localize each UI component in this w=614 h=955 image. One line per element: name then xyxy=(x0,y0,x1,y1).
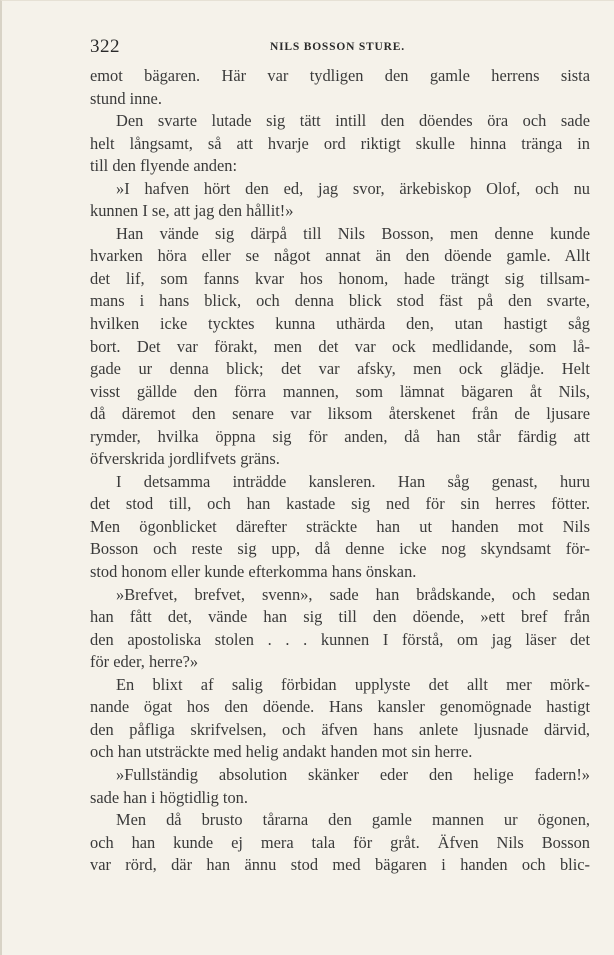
text-line: stund inne. xyxy=(90,88,162,108)
text-line: emot bägaren. Här var tydligen den gamle herrens sista xyxy=(90,66,590,85)
text-line: Bosson och reste sig upp, då denne icke nog skyndsamt för- xyxy=(90,539,590,559)
text-line: visst gällde den förra mannen, som lämnat bägaren åt Nils, xyxy=(90,381,590,401)
text-line: han fått det, vände han sig till den döende, »ett bref från xyxy=(90,607,590,627)
text-line: öfverskrida jordlifvets gräns. xyxy=(90,449,280,469)
text-line: gade ur denna blick; det var afsky, men ock glädje. Helt xyxy=(90,359,590,379)
text-line: I detsamma inträdde kansleren. Han såg genast, huru xyxy=(116,471,590,491)
text-line: den apostoliska stolen . . . kunnen I förstå, om jag läser det xyxy=(90,629,590,649)
text-line: för eder, herre?» xyxy=(90,652,199,672)
text-line: hvilken icke tycktes kunna uthärda den, utan hastigt såg xyxy=(90,314,590,334)
text-line: kunnen I se, att jag den hållit!» xyxy=(90,201,294,221)
running-head: NILS BOSSON STURE. xyxy=(270,41,405,53)
text-line: den påfliga skrifvelsen, och äfven hans anlete ljusnade därvid, xyxy=(90,719,590,739)
page-number: 322 xyxy=(90,36,120,57)
text-line: och han utsträckte med helig andakt handen mot sin herre. xyxy=(90,742,473,762)
text-line: bort. Det var förakt, men det var ock medlidande, som lå- xyxy=(90,336,590,356)
text-line: hvarken höra eller se något annat än den döende gamle. Allt xyxy=(90,246,590,266)
text-line: rymder, hvilka öppna sig för anden, då han står färdig att xyxy=(90,426,590,446)
text-line: Men ögonblicket därefter sträckte han ut handen mot Nils xyxy=(90,516,590,536)
text-line: mans i hans blick, och denna blick stod fäst på den svarte, xyxy=(90,291,590,311)
text-line: Men då brusto tårarna den gamle mannen ur ögonen, xyxy=(116,810,590,830)
page-header xyxy=(90,34,590,64)
text-line: och han kunde ej mera tala för gråt. Äfven Nils Bosson xyxy=(90,832,590,852)
text-line: det lif, som fanns kvar hos honom, hade trängt sig tillsam- xyxy=(90,268,590,288)
text-line: »I hafven hört den ed, jag svor, ärkebiskop Olof, och nu xyxy=(116,178,590,198)
text-line: Den svarte lutade sig tätt intill den döendes öra och sade xyxy=(116,111,590,131)
body-text xyxy=(90,65,590,877)
text-line: då däremot den senare var liksom återskenet från de ljusare xyxy=(90,404,590,424)
text-line: nande ögat hos den döende. Hans kansler genomögnade hastigt xyxy=(90,697,590,717)
text-line: helt långsamt, så att hvarje ord riktigt skulle hinna tränga in xyxy=(90,133,590,153)
text-line: En blixt af salig förbidan upplyste det allt mer mörk- xyxy=(116,674,590,694)
text-line: var rörd, där han ännu stod med bägaren i handen och blic- xyxy=(90,855,590,875)
text-line: det stod till, och han kastade sig ned för sin herres fötter. xyxy=(90,494,590,514)
text-line: sade han i högtidlig ton. xyxy=(90,787,248,807)
text-line: »Fullständig absolution skänker eder den helige fadern!» xyxy=(116,764,590,784)
text-line: »Brefvet, brefvet, svenn», sade han brådskande, och sedan xyxy=(116,584,590,604)
text-line: stod honom eller kunde efterkomma hans önskan. xyxy=(90,562,417,582)
text-line: Han vände sig därpå till Nils Bosson, men denne kunde xyxy=(116,223,590,243)
text-line: till den flyende anden: xyxy=(90,156,238,176)
